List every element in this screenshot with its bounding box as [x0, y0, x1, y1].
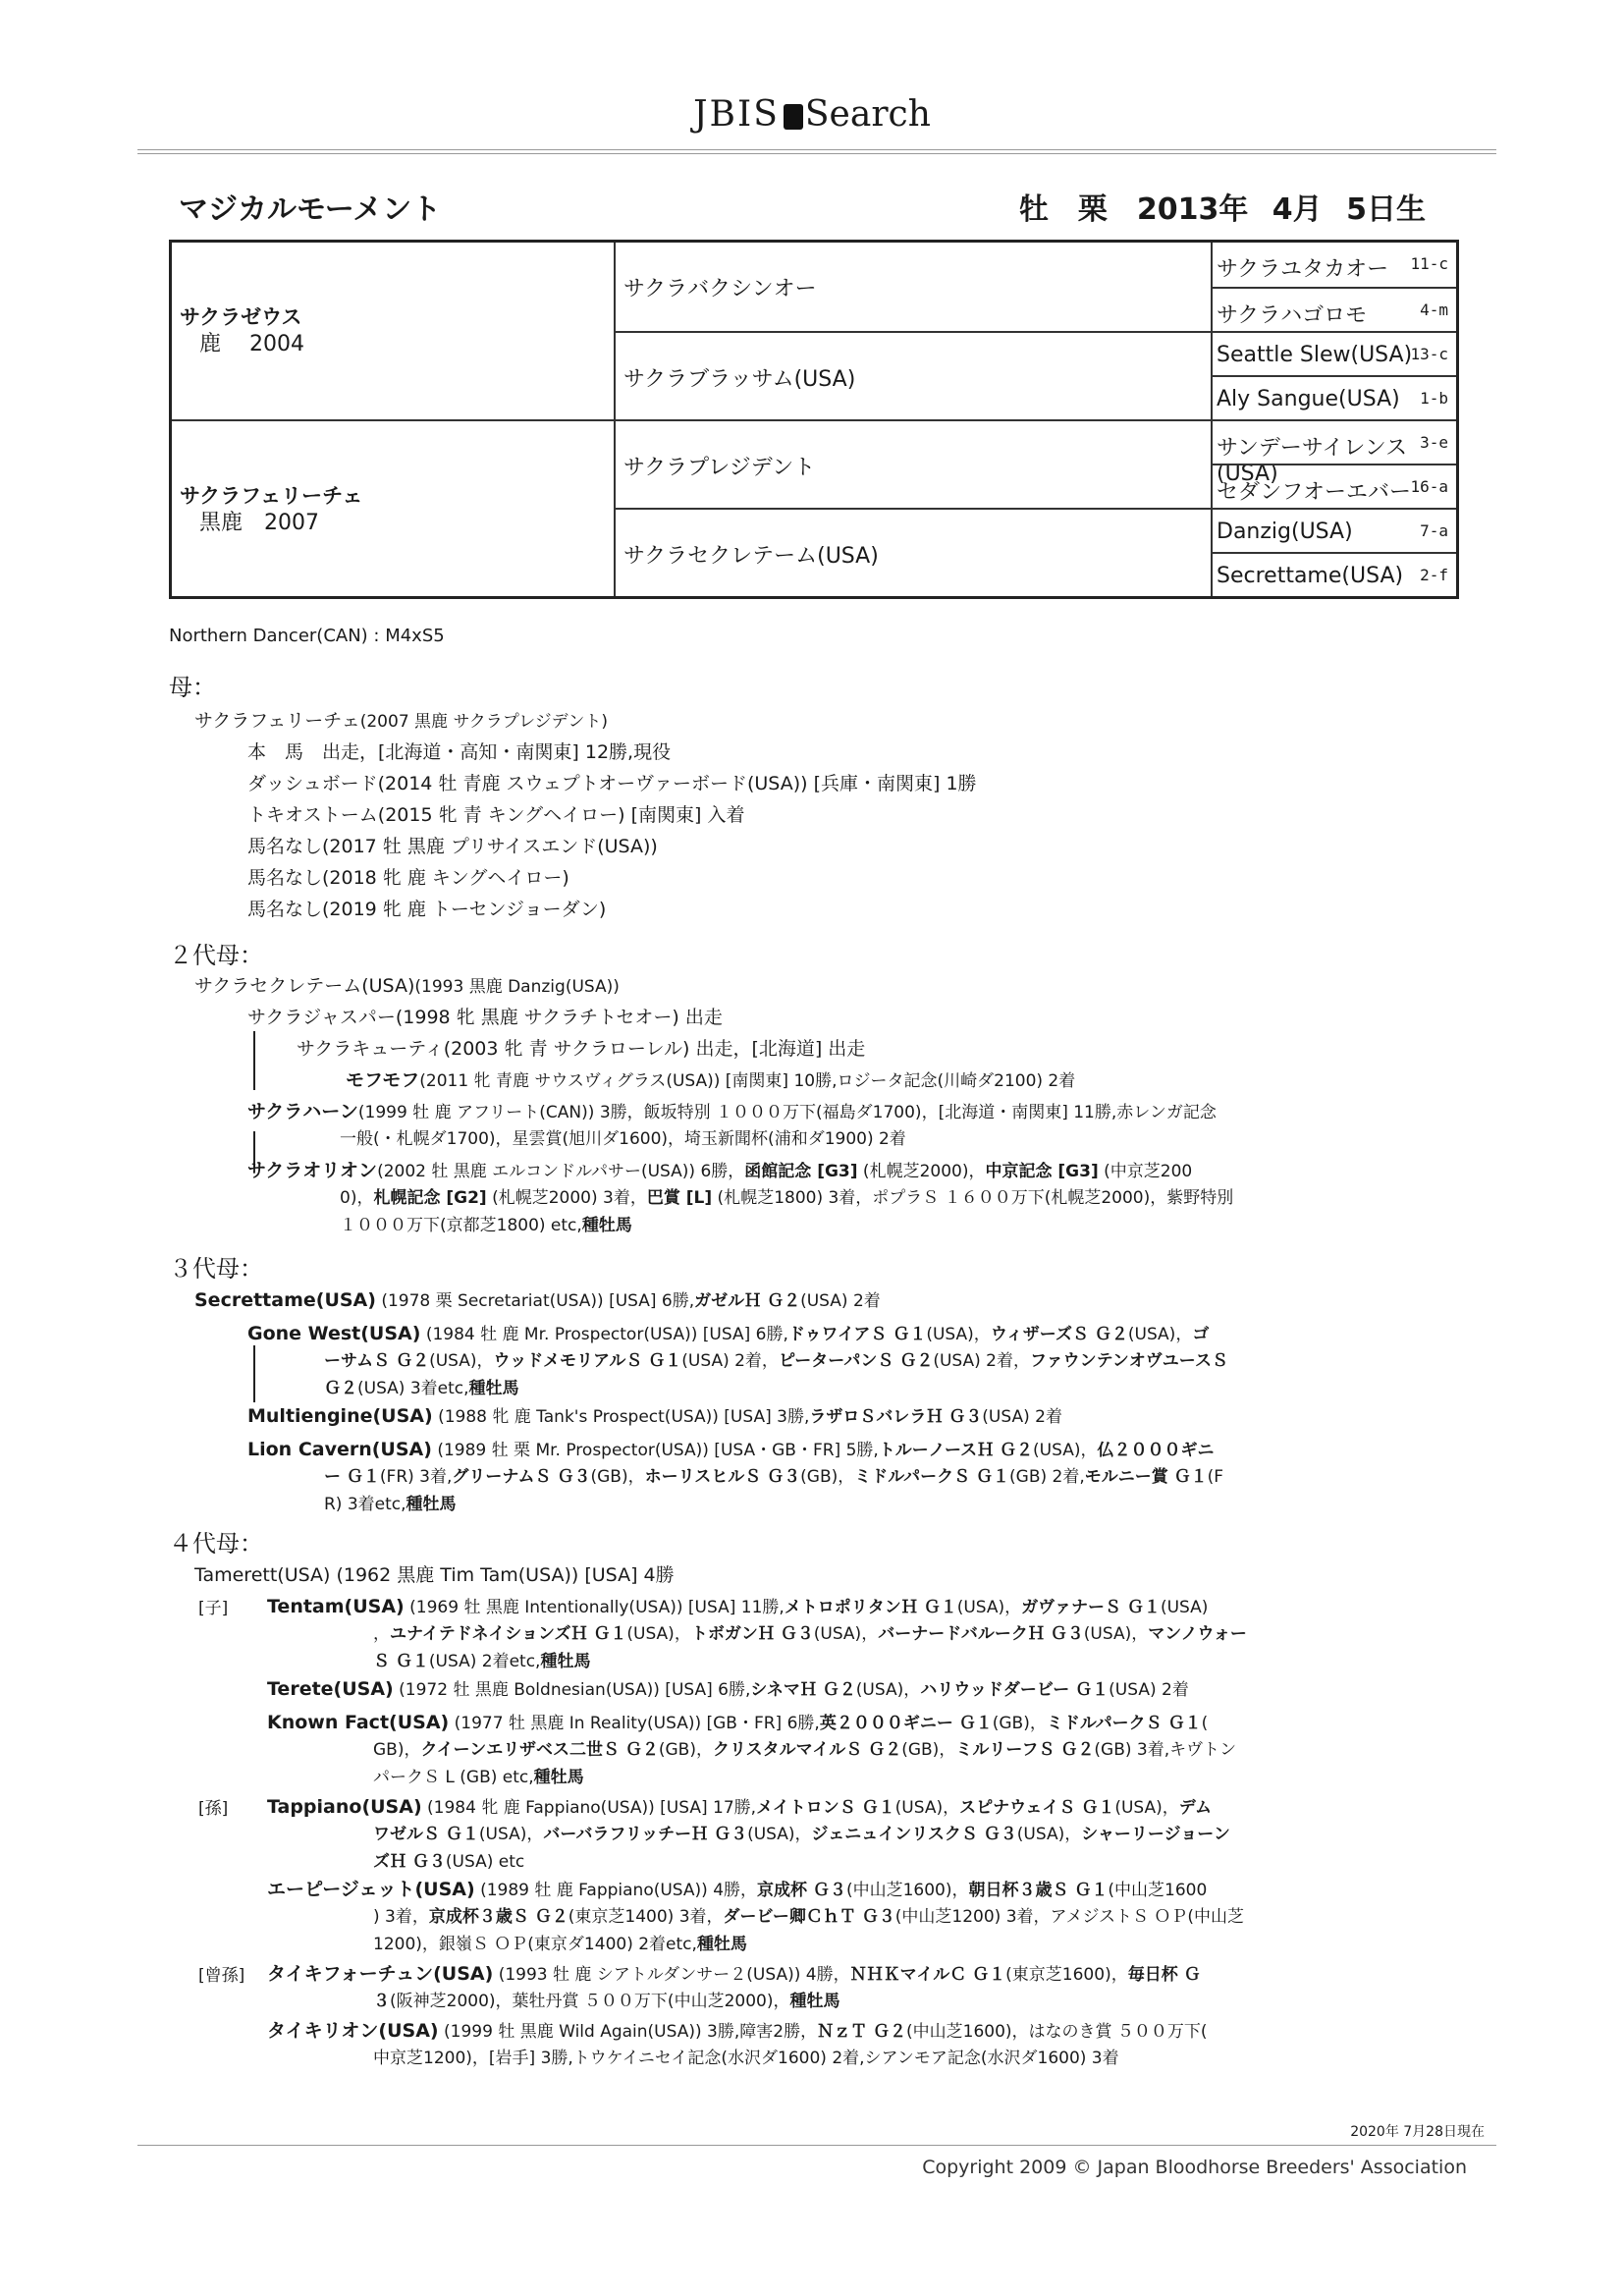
race-win: 毎日杯 Ｇ [1127, 1965, 1201, 1985]
race-win: ーサムＳ Ｇ２ [324, 1351, 430, 1371]
race-place: 札幌記念 [G2] [373, 1188, 487, 1208]
race-detail: (札幌芝1800) 3着，ポプラＳ １６００万下(札幌芝2000)，紫野特別 [712, 1188, 1234, 1208]
lineage-bar [253, 1345, 255, 1402]
descendant-line [267, 2017, 1208, 2046]
descendant-line [267, 1960, 1201, 1989]
race-detail: (USA) [1160, 1598, 1209, 1617]
race-detail: (GB)， [992, 1714, 1047, 1733]
race-place: ホーリスヒルＳ Ｇ３ [644, 1467, 801, 1487]
descendant-line [267, 1593, 1208, 1621]
descendant-detail: (1969 牡 黒鹿 Intentionally(USA)) [USA] 11勝, [404, 1598, 785, 1617]
race-detail: (USA)， [1127, 1325, 1193, 1344]
race-detail: １０００万下(京都芝1800) etc, [340, 1216, 582, 1235]
race-win: ミドルパークＳ Ｇ１ [1046, 1714, 1202, 1733]
descendant-detail: (1989 牡 鹿 Fappiano(USA)) 4勝， [474, 1881, 758, 1900]
race-detail: (USA)， [855, 1680, 921, 1700]
gen2-name: サクラバクシンオー [623, 277, 817, 301]
horse-logo-icon [784, 104, 803, 130]
horse-meta: 牡 栗 2013年 4月 5日生 [1018, 192, 1426, 227]
pedigree-gen2-cell [614, 419, 1211, 508]
offspring-line-cont [324, 1463, 1223, 1491]
section-heading-dam3: ３代母： [169, 1255, 263, 1283]
dam-entry [194, 707, 608, 736]
race-detail: (USA)， [478, 1825, 544, 1844]
race-detail: (USA)， [429, 1351, 494, 1371]
header-divider [137, 149, 1496, 150]
race-win: ウィザーズＳ Ｇ２ [990, 1325, 1128, 1344]
race-detail: (札幌芝2000) 3着， [486, 1188, 647, 1208]
logo-text-jbis: JBIS [693, 94, 780, 135]
offspring-line [247, 1402, 1062, 1431]
gen3-name: サンデーサイレンス(USA) [1217, 436, 1408, 486]
section-heading-dam2: ２代母： [169, 942, 263, 969]
descendant-line-cont [373, 1620, 1247, 1648]
offspring-line-cont: 一般(・札幌ダ1700)，星雲賞(旭川ダ1600)，埼玉新聞杯(浦和ダ1900) 2着 [340, 1129, 906, 1149]
race-detail: (USA)， [747, 1825, 812, 1844]
race-detail: (GB)， [590, 1467, 645, 1487]
descendant-name: Terete(USA) [267, 1678, 394, 1700]
race-detail: (USA)， [956, 1598, 1022, 1617]
race-detail: (USA) 2着 [800, 1291, 881, 1311]
descendant-detail: (1993 牡 鹿 シアトルダンサー２(USA)) 4勝， [493, 1965, 850, 1985]
descendant-line-cont [373, 1764, 584, 1791]
race-place: ラザロＳバレラＨ Ｇ３ [809, 1407, 983, 1427]
family-number: 4-m [1420, 301, 1448, 319]
race-win: ワゼルＳ Ｇ１ [373, 1825, 479, 1844]
race-win: トボガンＨ Ｇ３ [690, 1624, 814, 1644]
race-detail: (USA)， [926, 1325, 991, 1344]
race-detail: 0)， [340, 1188, 374, 1208]
race-win: 英２０００ギニー Ｇ１ [819, 1714, 993, 1733]
race-win: ゴ [1192, 1325, 1210, 1344]
offspring-line [346, 1066, 1075, 1095]
race-detail: 1200)，銀嶺Ｓ ＯＰ(東京ダ1400) 2着etc, [373, 1935, 697, 1954]
copyright-text: Copyright 2009 © Japan Bloodhorse Breeders' Association [922, 2157, 1467, 2178]
race-detail: (GB)， [800, 1467, 855, 1487]
race-detail: (阪神芝2000)，葉牡丹賞 ５００万下(中山芝2000)， [390, 1992, 790, 2011]
race-win: シネマＨ Ｇ２ [750, 1680, 856, 1700]
sire-name: サクラゼウス [180, 305, 302, 329]
logo-text-search: Search [804, 94, 931, 135]
race-win: バーナードバルークＨ Ｇ３ [878, 1624, 1084, 1644]
dam3-entry [194, 1286, 881, 1315]
race-place: ピーターパンＳ Ｇ２ [778, 1351, 934, 1371]
family-number: 16-a [1410, 477, 1448, 496]
offspring-name: Gone West(USA) [247, 1323, 421, 1344]
offspring-name: Lion Cavern(USA) [247, 1439, 432, 1460]
dam2-entry [194, 972, 620, 1001]
pedigree-sire-cell [172, 243, 614, 419]
race-detail: (USA)， [1114, 1798, 1179, 1818]
offspring-name: モフモフ [346, 1069, 420, 1091]
pedigree-gen3-cell [1211, 287, 1456, 331]
race-detail: (USA) 2着， [933, 1351, 1030, 1371]
race-win: 中京記念 [G3] [985, 1162, 1099, 1181]
gen3-name: セダンフオーエバー [1217, 480, 1412, 505]
offspring-line: ダッシュボード(2014 牡 青鹿 スウェプトオーヴァーボード(USA)) [兵庫・南関東] 1勝 [247, 773, 977, 794]
race-win: ガヴァナーＳ Ｇ１ [1021, 1598, 1161, 1617]
race-detail: (東京芝1600)， [1005, 1965, 1128, 1985]
offspring-line [247, 1436, 1214, 1464]
dam3-entry-info: (1978 栗 Secretariat(USA)) [USA] 6勝, [375, 1291, 695, 1311]
descendant-detail: (1984 牝 鹿 Fappiano(USA)) [USA] 17勝, [421, 1798, 757, 1818]
descendant-line-cont [373, 1821, 1230, 1848]
race-win: メトロポリタンＨ Ｇ１ [784, 1598, 957, 1617]
pedigree-gen3 [1211, 243, 1456, 596]
race-place: Ｓ Ｇ１ [373, 1652, 429, 1671]
race-place: 朝日杯３歳Ｓ Ｇ１ [968, 1881, 1109, 1900]
offspring-detail: (2011 牝 青鹿 サウスヴィグラス(USA)) [南関東] 10勝,ロジータ記念(川崎ダ2100) 2着 [419, 1071, 1076, 1091]
pedigree-gen2 [614, 243, 1213, 596]
dam-entry-info: (2007 黒鹿 サクラプレジデント) [359, 712, 608, 732]
jbis-logo [0, 94, 1624, 143]
race-detail: ， [373, 1624, 390, 1644]
race-win: クイーンエリザベス二世Ｓ Ｇ２ [420, 1740, 659, 1760]
pedigree-gen3-cell [1211, 243, 1456, 287]
dam-entry-name: サクラフェリーチェ [194, 710, 360, 732]
offspring-line-cont [340, 1184, 1233, 1212]
family-number: 7-a [1420, 521, 1448, 540]
race-place: ガゼルＨ Ｇ２ [694, 1291, 801, 1311]
race-detail: (USA)， [1016, 1825, 1082, 1844]
race-place: ウッドメモリアルＳ Ｇ１ [493, 1351, 682, 1371]
offspring-line: 本 馬 出走，[北海道・高知・南関東] 12勝,現役 [247, 741, 672, 763]
offspring-detail: (1989 牡 栗 Mr. Prospector(USA)) [USA・GB・FR] 5勝, [431, 1441, 879, 1460]
race-win: メイトロンＳ Ｇ１ [756, 1798, 895, 1818]
race-win: ＮｚＴ Ｇ２ [817, 2022, 906, 2042]
stallion-label: 種牡馬 [533, 1768, 584, 1787]
stallion-label: 種牡馬 [406, 1495, 457, 1514]
pedigree-gen3-cell [1211, 419, 1456, 486]
race-place: モルニー賞 Ｇ１ [1084, 1467, 1208, 1487]
section-heading-dam: 母： [169, 674, 216, 701]
stallion-label: 種牡馬 [789, 1992, 840, 2011]
race-place: 巴賞 [L] [646, 1188, 713, 1208]
race-detail: パークＳ L (GB) etc, [373, 1768, 534, 1787]
race-win: 函館記念 [G3] [744, 1162, 858, 1181]
race-detail: (USA)， [626, 1624, 691, 1644]
race-detail: (FR) 3着, [379, 1467, 453, 1487]
gen3-name: Secrettame(USA) [1217, 564, 1404, 588]
race-win: バーバラフリッチーＨ Ｇ３ [543, 1825, 748, 1844]
race-detail: (USA)， [1033, 1441, 1098, 1460]
race-detail: (中山芝1600)， [845, 1881, 969, 1900]
race-detail: (GB) 2着, [1009, 1467, 1085, 1487]
gen3-name: Danzig(USA) [1217, 519, 1353, 544]
descendant-line-cont [373, 1988, 839, 2015]
section-heading-dam4: ４代母： [169, 1530, 263, 1558]
race-detail: (GB) 3着,キヴトン [1094, 1740, 1237, 1760]
race-win: トルーノースＨ Ｇ２ [878, 1441, 1034, 1460]
stallion-label: 種牡馬 [696, 1935, 747, 1954]
descendant-line-cont [373, 1903, 1244, 1931]
descendant-line-cont [373, 1848, 524, 1876]
descendant-detail: (1999 牡 黒鹿 Wild Again(USA)) 3勝,障害2勝， [438, 2022, 818, 2042]
race-win: ＮＨＫマイルＣ Ｇ１ [849, 1965, 1006, 1985]
race-win: ジェニュインリスクＳ Ｇ３ [811, 1825, 1017, 1844]
pedigree-dam-cell [172, 419, 614, 596]
offspring-line [247, 1157, 1192, 1185]
race-detail: (中山芝1600)，はなのき賞 ５００万下( [906, 2022, 1208, 2042]
gen2-name: サクラセクレテーム(USA) [623, 544, 879, 569]
family-number: 11-c [1410, 254, 1448, 273]
race-detail: R) 3着etc, [324, 1495, 406, 1514]
gen3-name: サクラハゴロモ [1217, 303, 1368, 328]
descendant-line-cont: 中京芝1200)，[岩手] 3勝,トウケイニセイ記念(水沢ダ1600) 2着,シアンモア記念(水沢ダ1600) 3着 [373, 2049, 1119, 2068]
race-place: 仏２０００ギニ [1097, 1441, 1215, 1460]
offspring-line-cont [324, 1375, 519, 1402]
race-place: ファウンテンオヴユースＳ [1030, 1351, 1228, 1371]
dam-name: サクラフェリーチェ [180, 484, 363, 508]
offspring-detail: (1984 牡 鹿 Mr. Prospector(USA)) [USA] 6勝, [420, 1325, 788, 1344]
descendant-detail: (1977 牡 黒鹿 In Reality(USA)) [GB・FR] 6勝, [449, 1714, 820, 1733]
offspring-detail: (1988 牝 鹿 Tank's Prospect(USA)) [USA] 3勝, [432, 1407, 810, 1427]
horse-name: マジカルモーメント [179, 192, 442, 227]
title-row [179, 185, 1426, 228]
descendant-name: Known Fact(USA) [267, 1712, 450, 1733]
race-win: ズＨ Ｇ３ [373, 1852, 446, 1872]
dam-info: 黒鹿 2007 [199, 511, 319, 535]
pedigree-gen3-cell [1211, 552, 1456, 596]
descendant-tag: [子] [198, 1599, 229, 1618]
inbreeding-note: Northern Dancer(CAN) : M4xS5 [169, 626, 445, 646]
gen3-name: サクラユタカオー [1217, 257, 1389, 282]
offspring-name: サクラハーン [247, 1101, 358, 1122]
dam3-entry-name: Secrettame(USA) [194, 1289, 376, 1311]
race-detail: (東京芝1400) 3着， [568, 1907, 724, 1927]
offspring-line: 馬名なし(2019 牝 鹿 トーセンジョーダン) [247, 899, 607, 920]
race-place: Ｇ２ [324, 1379, 357, 1398]
race-place: ミルリーフＳ Ｇ２ [955, 1740, 1095, 1760]
sire-info: 鹿 2004 [199, 332, 304, 356]
race-win: ユナイテドネイションズＨ Ｇ１ [390, 1624, 627, 1644]
pedigree-gen3-cell [1211, 508, 1456, 552]
race-detail: (GB)， [658, 1740, 713, 1760]
race-detail: (USA) 2着， [681, 1351, 779, 1371]
stallion-label: 種牡馬 [581, 1216, 632, 1235]
race-detail: (中山芝1200) 3着，アメジストＳ ＯＰ(中山芝 [894, 1907, 1245, 1927]
race-detail: ( [1201, 1714, 1209, 1733]
race-place: 京成杯３歳Ｓ Ｇ２ [428, 1907, 568, 1927]
race-win: シャーリージョーン [1081, 1825, 1230, 1844]
offspring-line: サクラキューティ(2003 牝 青 サクラローレル) 出走，[北海道] 出走 [297, 1038, 866, 1060]
race-detail: (USA) 2着 [982, 1407, 1062, 1427]
gen2-name: サクラプレジデント [623, 456, 816, 480]
race-detail: ) 3着， [373, 1907, 429, 1927]
descendant-tag: [孫] [198, 1799, 229, 1819]
race-place: ミドルパークＳ Ｇ１ [854, 1467, 1010, 1487]
descendant-line [267, 1675, 1189, 1704]
descendant-line-cont [373, 1648, 590, 1675]
offspring-detail: (1999 牡 鹿 アフリート(CAN)) 3勝，飯坂特別 １０００万下(福島ダ1700)，[北海道・南関東] 11勝,赤レンガ記念 [357, 1103, 1217, 1122]
lineage-bar [253, 1031, 255, 1090]
offspring-line: トキオストーム(2015 牝 青 キングヘイロー) [南関東] 入着 [247, 804, 745, 826]
race-detail: (F [1207, 1467, 1224, 1487]
offspring-name: サクラオリオン [247, 1160, 378, 1181]
pedigree-table [169, 240, 1459, 599]
descendant-line-cont [373, 1736, 1236, 1764]
pedigree-gen2-cell [614, 508, 1211, 596]
dam2-entry-name: サクラセクレテーム(USA) [194, 975, 415, 997]
race-detail: (USA)， [1083, 1624, 1149, 1644]
race-detail: (中京芝200 [1098, 1162, 1193, 1181]
descendant-name: タイキリオン(USA) [267, 2020, 439, 2042]
race-detail: (USA) 3着etc, [357, 1379, 469, 1398]
family-number: 1-b [1420, 389, 1448, 408]
race-win: デム [1178, 1798, 1212, 1818]
offspring-line [247, 1098, 1217, 1126]
family-number: 2-f [1420, 566, 1448, 584]
race-detail: (札幌芝2000)， [857, 1162, 986, 1181]
pedigree-gen2-cell [614, 243, 1211, 331]
race-detail: (USA) etc [445, 1852, 525, 1872]
descendant-line [267, 1793, 1212, 1822]
offspring-line: 馬名なし(2017 牡 黒鹿 プリサイスエンド(USA)) [247, 836, 658, 857]
descendant-line [267, 1876, 1207, 1904]
pedigree-gen3-cell [1211, 375, 1456, 419]
offspring-name: Multiengine(USA) [247, 1405, 433, 1427]
race-win: スピナウェイＳ Ｇ１ [959, 1798, 1115, 1818]
pedigree-gen2-cell [614, 331, 1211, 419]
race-detail: (GB)， [901, 1740, 956, 1760]
as-of-date: 2020年 7月28日現在 [1350, 2124, 1485, 2140]
gen3-name: Seattle Slew(USA) [1217, 343, 1413, 367]
offspring-line-cont [324, 1491, 457, 1518]
race-detail: GB)， [373, 1740, 421, 1760]
footer-divider [137, 2145, 1496, 2146]
race-detail: (USA) 2着etc, [428, 1652, 541, 1671]
offspring-line: 馬名なし(2018 牝 鹿 キングヘイロー) [247, 867, 569, 889]
race-win: ３ [373, 1992, 390, 2011]
race-detail: (USA)， [813, 1624, 879, 1644]
race-place: ダービー卿ＣｈＴ Ｇ３ [723, 1907, 895, 1927]
gen2-name: サクラブラッサム(USA) [623, 367, 856, 392]
race-detail: (中山芝1600 [1108, 1881, 1208, 1900]
pedigree-gen3-cell [1211, 464, 1456, 508]
descendant-name: エーピージェット(USA) [267, 1879, 475, 1900]
race-place: グリーナムＳ Ｇ３ [452, 1467, 591, 1487]
dam4-entry: Tamerett(USA) (1962 黒鹿 Tim Tam(USA)) [USA] 4勝 [194, 1564, 675, 1586]
descendant-tag: [曾孫] [198, 1966, 245, 1986]
header-divider-2 [137, 153, 1496, 154]
descendant-name: Tappiano(USA) [267, 1796, 422, 1818]
race-detail: (USA)， [894, 1798, 960, 1818]
race-detail: (USA) 2着 [1109, 1680, 1189, 1700]
pedigree-gen1 [172, 243, 616, 596]
offspring-line-cont [340, 1212, 632, 1239]
pedigree-gen3-cell [1211, 331, 1456, 375]
descendant-name: タイキフォーチュン(USA) [267, 1963, 494, 1985]
descendant-line [267, 1709, 1208, 1737]
offspring-line [247, 1320, 1209, 1348]
stallion-label: 種牡馬 [468, 1379, 519, 1398]
race-win: 京成杯 Ｇ３ [757, 1881, 846, 1900]
offspring-line: サクラジャスパー(1998 牝 黒鹿 サクラチトセオー) 出走 [247, 1007, 723, 1028]
offspring-detail: (2002 牡 黒鹿 エルコンドルパサー(USA)) 6勝， [377, 1162, 745, 1181]
descendant-line-cont [373, 1931, 747, 1958]
race-place: マンノウォー [1148, 1624, 1247, 1644]
descendant-detail: (1972 牡 黒鹿 Boldnesian(USA)) [USA] 6勝, [393, 1680, 751, 1700]
stallion-label: 種牡馬 [540, 1652, 591, 1671]
race-win: ドゥワイアＳ Ｇ１ [787, 1325, 927, 1344]
gen3-name: Aly Sangue(USA) [1217, 387, 1400, 411]
race-place: ハリウッドダービー Ｇ１ [920, 1680, 1110, 1700]
offspring-line-cont [324, 1347, 1228, 1375]
race-place: ー Ｇ１ [324, 1467, 380, 1487]
descendant-name: Tentam(USA) [267, 1596, 405, 1617]
race-win: クリスタルマイルＳ Ｇ２ [712, 1740, 902, 1760]
family-number: 3-e [1420, 433, 1448, 452]
dam2-entry-info: (1993 黒鹿 Danzig(USA)) [414, 977, 620, 997]
family-number: 13-c [1410, 345, 1448, 363]
